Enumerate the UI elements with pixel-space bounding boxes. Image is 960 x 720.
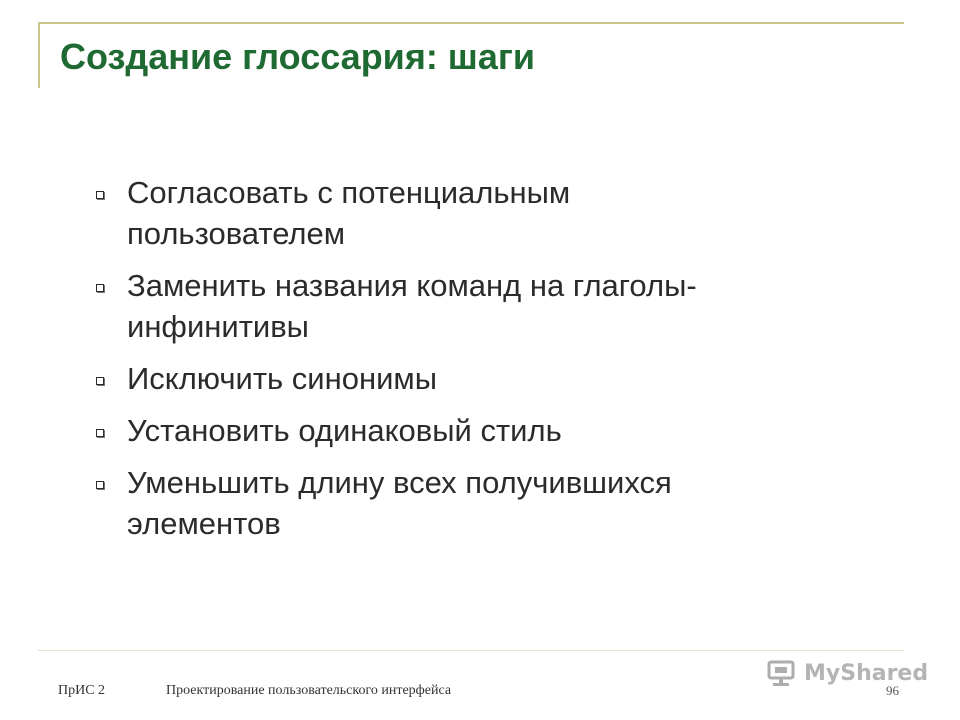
square-bullet-icon <box>96 284 104 292</box>
bullet-item <box>96 172 906 254</box>
bullet-list <box>96 172 906 555</box>
bullet-item <box>96 265 906 347</box>
footer-divider <box>38 650 904 651</box>
bullet-text: Исключить синонимы <box>127 361 437 396</box>
watermark-text: MyShared <box>804 660 929 686</box>
bullet-item <box>96 462 906 544</box>
square-bullet-icon <box>96 191 104 199</box>
title-frame-top-line <box>38 22 904 24</box>
square-bullet-icon <box>96 429 104 437</box>
bullet-text: Согласовать с потенциальным пользователем <box>127 175 571 251</box>
bullet-text: Установить одинаковый стиль <box>127 413 562 448</box>
page-number: 96 <box>886 683 899 698</box>
footer-subject: Проектирование пользовательского интерфейса <box>166 683 452 698</box>
footer-course: ПрИС 2 <box>58 683 106 698</box>
square-bullet-icon <box>96 377 104 385</box>
slide-title: Создание глоссария: шаги <box>60 36 535 77</box>
bullet-text: Заменить названия команд на глаголы-инфинитивы <box>127 268 697 344</box>
bullet-text: Уменьшить длину всех получившихся элементов <box>127 465 672 541</box>
title-frame-left-line <box>38 22 40 88</box>
myshared-logo-icon <box>766 658 800 688</box>
bullet-item <box>96 410 906 451</box>
bullet-item <box>96 358 906 399</box>
square-bullet-icon <box>96 481 104 489</box>
watermark <box>766 658 928 688</box>
